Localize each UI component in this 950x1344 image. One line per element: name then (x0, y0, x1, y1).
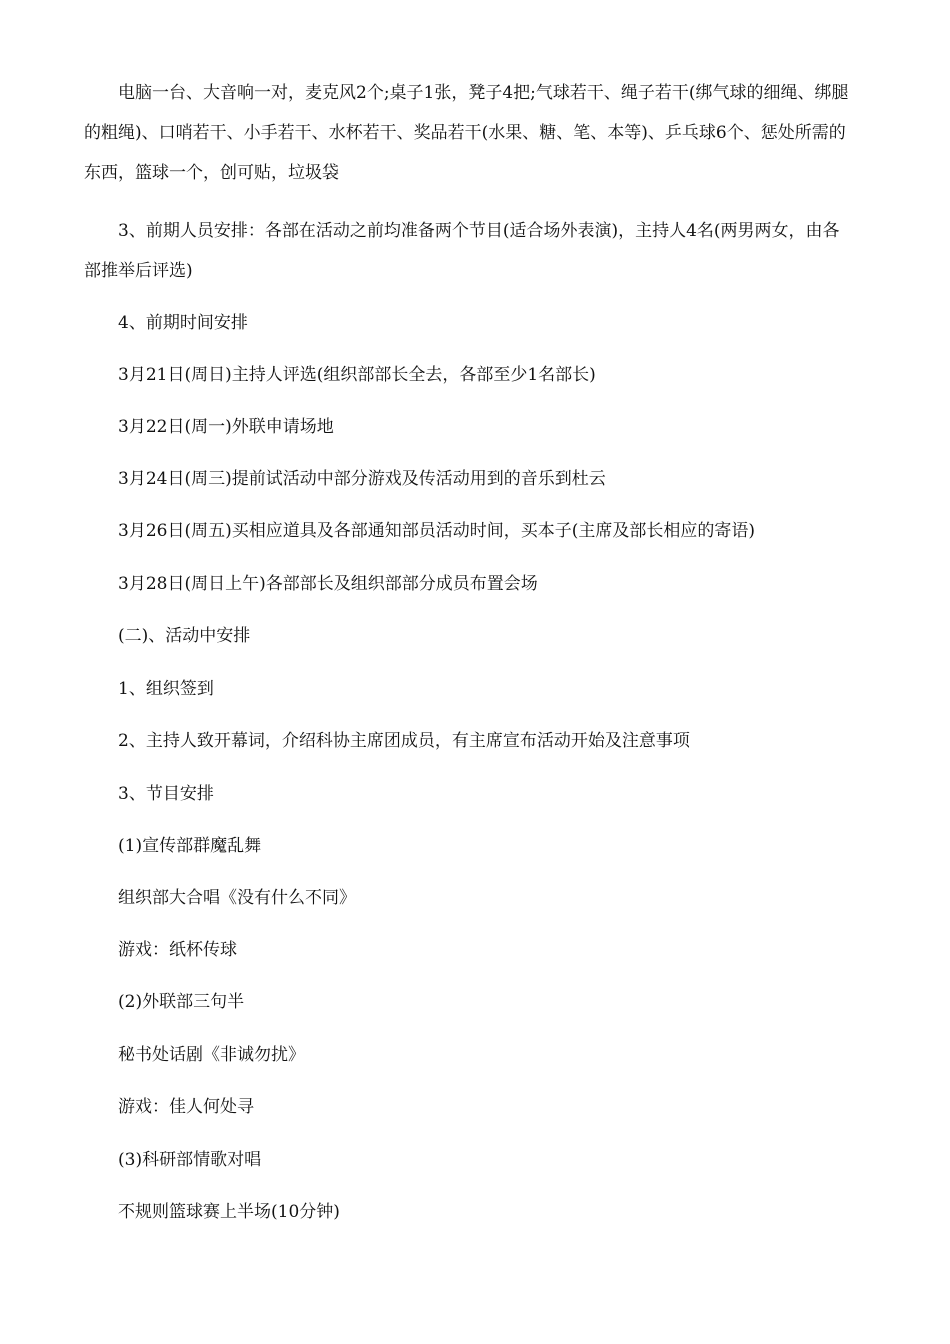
schedule-item-0322: 3月22日(周一)外联申请场地 (118, 417, 334, 437)
program-item: 秘书处话剧《非诚勿扰》 (118, 1045, 305, 1065)
step-opening-speech: 2、主持人致开幕词，介绍科协主席团成员，有主席宣布活动开始及注意事项 (118, 731, 690, 751)
program-item: (3)科研部情歌对唱 (118, 1150, 262, 1170)
step-program-heading: 3、节目安排 (118, 784, 214, 804)
schedule-item-0328: 3月28日(周日上午)各部部长及组织部部分成员布置会场 (118, 574, 538, 594)
staff-arrangement-paragraph: 3、前期人员安排：各部在活动之前均准备两个节目(适合场外表演)，主持人4名(两男两女，由各部推举后评选) (84, 221, 840, 281)
program-item: (2)外联部三句半 (118, 992, 245, 1012)
equipment-list-paragraph: 电脑一台、大音响一对，麦克风2个;桌子1张，凳子4把;气球若干、绳子若干(绑气球的细绳、绑腿的粗绳)、口哨若干、小手若干、水杯若干、奖品若干(水果、糖、笔、本等)、乒乓球6个、惩处所需的东西，篮球一个，创可贴，垃圾袋 (84, 83, 849, 183)
schedule-heading: 4、前期时间安排 (118, 313, 248, 333)
program-item: 组织部大合唱《没有什么不同》 (118, 888, 356, 908)
section-heading-during-event: (二)、活动中安排 (118, 626, 251, 646)
step-sign-in: 1、组织签到 (118, 679, 214, 699)
schedule-item-0321: 3月21日(周日)主持人评选(组织部部长全去，各部至少1名部长) (118, 365, 596, 385)
program-item: 游戏：佳人何处寻 (118, 1097, 254, 1117)
program-item: 不规则篮球赛上半场(10分钟) (118, 1202, 340, 1222)
schedule-item-0326: 3月26日(周五)买相应道具及各部通知部员活动时间，买本子(主席及部长相应的寄语) (118, 521, 755, 541)
schedule-item-0324: 3月24日(周三)提前试活动中部分游戏及传活动用到的音乐到杜云 (118, 469, 606, 489)
program-item: 游戏：纸杯传球 (118, 940, 237, 960)
program-item: (1)宣传部群魔乱舞 (118, 836, 262, 856)
